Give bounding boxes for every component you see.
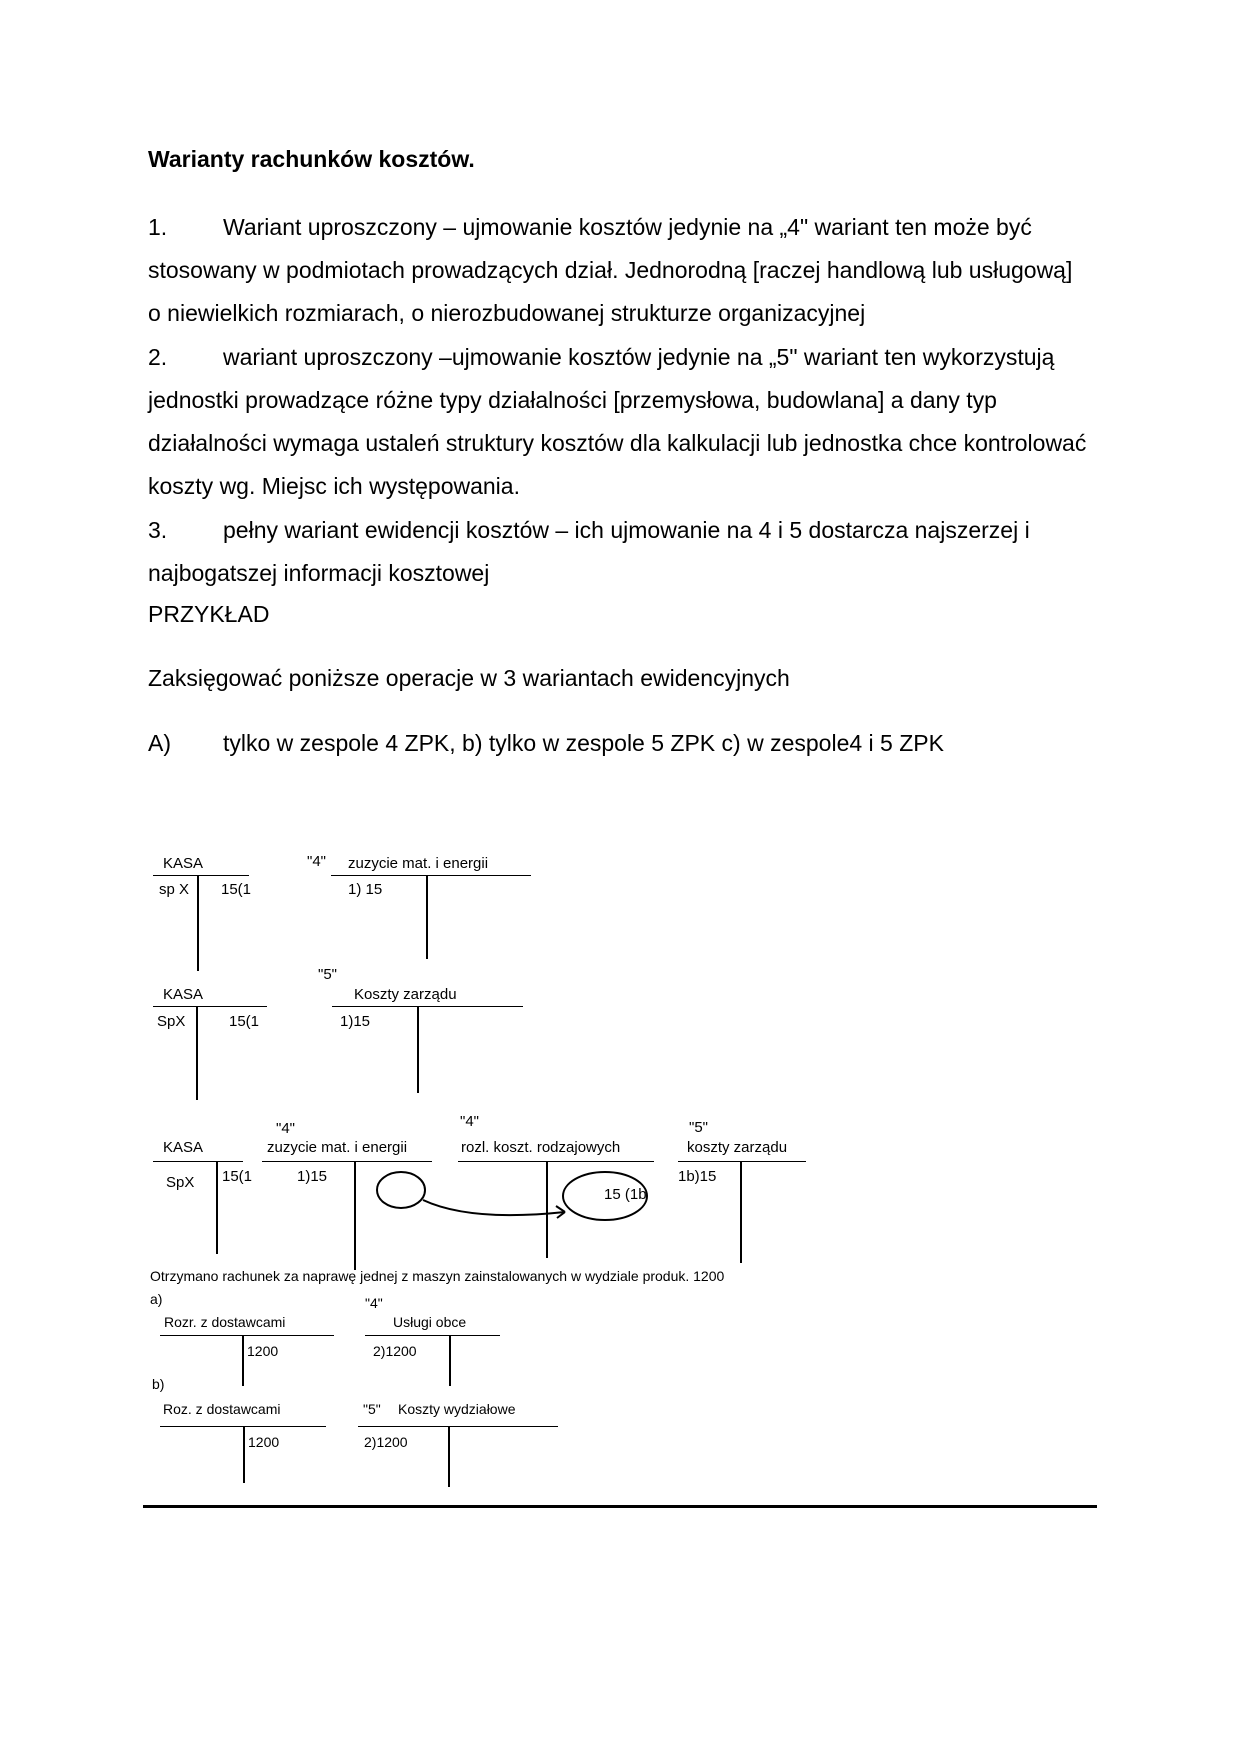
account-line xyxy=(365,1335,500,1336)
account-group: "5" xyxy=(689,1119,708,1136)
account-title: zuzycie mat. i energii xyxy=(348,855,489,872)
account-entry: SpX xyxy=(157,1013,186,1030)
target-circle xyxy=(563,1172,647,1220)
account-entry: 15(1 xyxy=(221,881,252,898)
account-line xyxy=(358,1426,558,1427)
list-item-number: 3. xyxy=(148,517,168,543)
account-entry: 2)1200 xyxy=(373,1343,417,1359)
account-entry: 1)15 xyxy=(297,1168,328,1185)
example-heading: PRZYKŁAD xyxy=(148,601,270,627)
account-entry: 1) 15 xyxy=(348,881,383,898)
source-circle xyxy=(377,1172,425,1208)
account-line xyxy=(449,1336,451,1386)
list-item-number: 2. xyxy=(148,344,168,370)
account-entry: SpX xyxy=(166,1174,195,1191)
account-line xyxy=(448,1427,450,1487)
account-title: Rozr. z dostawcami xyxy=(164,1314,286,1330)
list-item-text: Wariant uproszczony – ujmowanie kosztów jedynie na „4" wariant ten może być stosowany w podmiotach prowadzących dział. Jednorodną [raczej handlową lub usługową] o niewielkich rozmiarach, o nierozbudowanej strukturze organizacyjnej xyxy=(148,214,1073,326)
page-title: Warianty rachunków kosztów. xyxy=(148,146,475,172)
account-title: KASA xyxy=(163,1139,204,1156)
account-title: koszty zarządu xyxy=(687,1139,788,1156)
account-title: Usługi obce xyxy=(393,1314,467,1330)
variants-text: tylko w zespole 4 ZPK, b) tylko w zespole 5 ZPK c) w zespole4 i 5 ZPK xyxy=(223,730,944,756)
account-group: "4" xyxy=(307,853,326,870)
account-entry: 15(1 xyxy=(229,1013,260,1030)
variants-label: A) xyxy=(148,730,171,756)
account-group: "4" xyxy=(460,1113,479,1130)
account-title: zuzycie mat. i energii xyxy=(267,1139,408,1156)
account-entry: 1)15 xyxy=(340,1013,371,1030)
account-title: rozl. koszt. rodzajowych xyxy=(461,1139,621,1156)
account-entry: 1b)15 xyxy=(678,1168,717,1185)
account-entry: 1200 xyxy=(247,1343,279,1359)
account-line xyxy=(242,1336,244,1386)
list-item-text: pełny wariant ewidencji kosztów – ich ujmowanie na 4 i 5 dostarcza najszerzej i najbogatszej informacji kosztowej xyxy=(148,517,1030,586)
invoice-text: Otrzymano rachunek za naprawę jednej z maszyn zainstalowanych w wydziale produk. 1200 xyxy=(150,1268,725,1284)
account-line xyxy=(160,1335,334,1336)
account-entry: sp X xyxy=(159,881,190,898)
sub-label: a) xyxy=(150,1291,163,1307)
sub-label: b) xyxy=(152,1376,165,1392)
account-group: "4" xyxy=(276,1120,295,1137)
account-title: KASA xyxy=(163,855,204,872)
account-entry: 1200 xyxy=(248,1434,280,1450)
arrow-line xyxy=(423,1200,565,1215)
account-title: Koszty zarządu xyxy=(354,986,457,1003)
account-entry: 15(1 xyxy=(222,1168,253,1185)
account-group: "5" xyxy=(363,1401,381,1417)
account-group: "5" xyxy=(318,966,337,983)
account-title: Roz. z dostawcami xyxy=(163,1401,281,1417)
account-line xyxy=(243,1427,245,1483)
instruction-text: Zaksięgować poniższe operacje w 3 wariantach ewidencyjnych xyxy=(148,665,790,691)
account-entry: 15 (1b xyxy=(604,1186,647,1203)
bottom-divider xyxy=(143,1505,1097,1508)
list-item-number: 1. xyxy=(148,214,168,240)
account-title: Koszty wydziałowe xyxy=(398,1401,516,1417)
list-item-text: wariant uproszczony –ujmowanie kosztów jedynie na „5" wariant ten wykorzystują jednostki prowadzące różne typy działalności [przemysłowa, budowlana] a dany typ działalności wymaga ustaleń struktury kosztów dla kalkulacji lub jednostka chce kontrolować koszty wg. Miejsc ich występowania. xyxy=(148,344,1087,499)
account-group: "4" xyxy=(365,1295,383,1311)
account-title: KASA xyxy=(163,986,204,1003)
account-entry: 2)1200 xyxy=(364,1434,408,1450)
